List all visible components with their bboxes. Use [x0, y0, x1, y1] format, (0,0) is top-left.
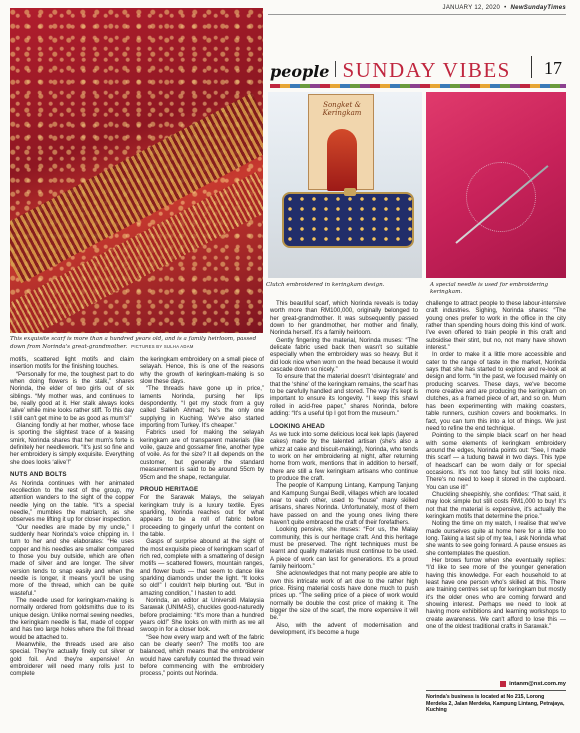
caption-scarf-text: This exquisite scarf is more than a hundred years old, and is a family heirloom, passed down from Norinda's great-grandmother. [10, 336, 257, 350]
caption-scarf [10, 336, 263, 351]
business-info: Norinda's business is located at No 215, Lorong Merdeka 2, Jalan Merdeka, Kampung Lintang, Petrajaya, Kuching [426, 694, 565, 713]
subhead-looking-ahead: LOOKING AHEAD [270, 422, 325, 430]
photo-credit: PICTURES BY SULHA ADAM [131, 344, 194, 349]
article-column-4: challenge to attract people to these labour-intensive craft industries. Sighing, Norinda shares: “The young ones prefer to work in the office in the city rather than spending hours doing this kind of work. I've even offered to train people in this craft and subsidise their stint, but no, not many have shown interest.” In order to make it a little more accessible and cater to the range of taste in the market, Norinda says that she has started to explore and re-look at design and form. “In the past, we focused mainly on producing scarves. These days, we've become more creative and are producing the keringkam on clutches, as a framed piece of art, and so on. Mum has been experimenting with making coasters, table runners, cushion covers and bookmarks. In fact, you can turn this into a lot of things. We just need to refine the end technique. Pointing to the simple black scarf on her head with some elements of keringkam embroidery around the edges, Norinda points out: “See, I made this scarf — a tudung bawal in two days. This type of headscarf can be worn daily or for special occasions. It's not too fancy but still looks nice. There's no need to keep it stored in the cupboard. You can use it!” Chuckling sheepishly, she confides: “That said, it may look simple but still costs RM1,000 to buy! It's not that the material is expensive, it's actually the keringkam motifs that determine the price.” Noting the time on my watch, I realise that we've made ourselves quite at home here for a little too long. Taking a last sip of my tea, I ask Norinda what she wants to see going forward. A pause ensues as she contemplates the question. Her brows furrow when she eventually replies: “I'd like to see more of the younger generation having this knowledge. For each household to at least have one person who's skilled at this. There are training centres set up for keringkam but mostly it's the older ones who are coming forward and showing interest. Perhaps we need to look at having more exhibitions and learning workshops to create awareness. We can't afford to lose this — one of the oldest traditional crafts in Sarawak.” [426, 300, 566, 631]
issue-date: JANUARY 12, 2020 [442, 5, 501, 11]
paper-name: NewSundayTimes [510, 5, 566, 11]
caption-clutch: Clutch embroidered in keringkam design. [266, 282, 385, 288]
subhead-proud-heritage: PROUD HERITAGE [140, 485, 199, 493]
article-column-3: This beautiful scarf, which Norinda reveals is today worth more than RM100,000, originally belonged to her great-grandmother. It was subsequently passed down to her grandmother, her mother and finally, Norinda herself. It's a family heirloom. Gently fingering the material, Norinda muses: “The delicate fabric used back then wasn't so suitable especially when the embroidery was so heavy. But it did look nice when worn on the head because it would cascade down so nicely.” To ensure that the material doesn't ‘disintegrate’ and that the ‘shine’ of the keringkam remains, the scarf has to be carefully handled and stored. The way it's kept is important to ensure its longevity. “I keep this shawl rolled in acid-free paper,” shares Norinda, before adding: “It's a useful tip I got from the museum.” LOOKING AHEAD As we tuck into some delicious local kek lapis (layered cakes) made by the talented artisan (she's also a whizz at cake and biscuit-making), Norinda, who tends to work on her embroidering at night, after returning home from work, mentions that in addition to herself, there are still a few keringkam artisans who continue to produce the craft. The people of Kampung Lintang, Kampung Tanjung and Kampung Sungai Bedil, villages which are located near to each other, used to “house” many skilled artisans, shares Norinda. Unfortunately, most of them have passed on and the young ones living there haven't quite embraced the craft of their forefathers. Looking pensive, she muses: “For us, the Malay community, this is our heritage craft. And this heritage must be preserved. The right techniques must be learnt and quality materials must continue to be used. A piece of work can last for generations. It's a proud family heirloom.” She acknowledges that not many people are able to own this intricate work of art due to the rather high price. Rising material costs have done much to push prices up. “The selling price of a piece of work would normally be double the cost price of making it. The bigger the size of the scarf, the more expensive it will be.” Also, with the advent of modernisation and development, it's become a huge [270, 300, 418, 637]
heirloom-scarf-photo [10, 8, 263, 333]
article-column-2: the keringkam embroidery on a small piece of selayah. Hence, this is one of the reasons why the growth of keringkam-making is so slow these days. “The threads have gone up in price,” laments Norinda, pursing her lips despondently. “I get my stock from a guy called Sallieh Ahmad; he's the only one supplying in Kuching. We've also started importing from Turkey. It's cheaper.” Fabrics used for making the selayah keringkam are of transparent materials (like voile, gauze and gossamer fine, another type of voile. As for the size? It all depends on the customer, but generally the standard measurement is said to be around 55cm by 95cm and the shape, rectangular. PROUD HERITAGE For the Sarawak Malays, the selayah keringkam truly is a luxury textile. Eyes sparkling, Norinda reaches out for what appears to be a roll of fabric before proceeding to gingerly unfurl the content on the table. Gasps of surprise abound at the sight of the most exquisite piece of keringkam scarf of rich red, complete with a smattering of design motifs — scattered flowers, mountain ranges, and flower buds — that seem to dance like sparkling diamonds under the light. “It looks so old!” I couldn't help blurting out. “But in amazing condition,” I hasten to add. Norinda, an editor at Universiti Malaysia Sarawak (UNIMAS), chuckles good-naturedly before proclaiming: “It's more than a hundred years old!” She looks on with mirth as we all swoop in for a closer look. “See how every warp and weft of the fabric can be clearly seen? The motifs too are balanced, which means that the embroiderer would have carefully counted the thread vein before commencing with the embroidery process,” points out Norinda. [140, 356, 264, 678]
article-column-1: motifs, scattered light motifs and claim insertion motifs for the finishing touches. “Personally for me, the toughest part to do when doing flowers is the stalk,” shares Norinda, the elder of two girls out of six siblings. “My mother was, and continues to be, really good at it. Her stalk always looks ‘alive’ while mine looks rather stiff. To this day I still can't get mine to be as good as mum's!” Glancing fondly at her mother, whose face is sporting the slightest trace of a teasing smirk, Norinda shares that her mum's forte is definitely her needlework. “It's just so fine and her embroidery is simply exquisite. Everything she does looks ‘alive’!” NUTS AND BOLTS As Norinda continues with her animated recollection to the rest of the group, my attention wanders to the sight of the copper needle lying on the table. “It's a special needle,” mumbles the matriarch, as she observes me lifting it up for closer inspection. “Our needles are made by my uncle,” I suddenly hear Norinda's voice chipping in. I turn to her and she elaborates: “He uses copper and his needles are smaller compared to those you buy outside, which are often made of silver and are longer. The silver version tends to snap easily and when the needle is longer, it means you'll be using more of the thread, which can be quite wasteful.” The needle used for keringkam-making is normally ordered from goldsmiths due to its unique design. Unlike normal sewing needles, the keringkam needle is flat, made of copper and has two large holes where the foil thread would be attached to. Meanwhile, the threads used are also special. They're actually finely cut silver or gold foil. And they're expensive! An embroiderer will need many rolls just to complete [10, 356, 134, 678]
section-label: people [270, 62, 330, 81]
needle-photo [426, 92, 566, 278]
caption-needle: A special needle is used for embroidering keringkam. [430, 282, 549, 295]
end-mark-icon [500, 681, 506, 687]
subhead-nuts-and-bolts: NUTS AND BOLTS [10, 471, 67, 479]
header-rule [268, 14, 566, 15]
section-masthead [270, 58, 511, 80]
book-title: Songket & Keringkam [322, 101, 362, 117]
section-title: SUNDAY VIBES [342, 58, 511, 82]
page-number: 17 [544, 58, 562, 78]
book-cover [308, 94, 374, 190]
clutch-bag [282, 192, 414, 248]
decorative-stripe [270, 84, 566, 88]
dateline: JANUARY 12, 2020 • NewSundayTimes [442, 5, 566, 11]
author-email[interactable]: intanm@nst.com.my [500, 681, 566, 687]
clutch-photo [268, 92, 422, 278]
